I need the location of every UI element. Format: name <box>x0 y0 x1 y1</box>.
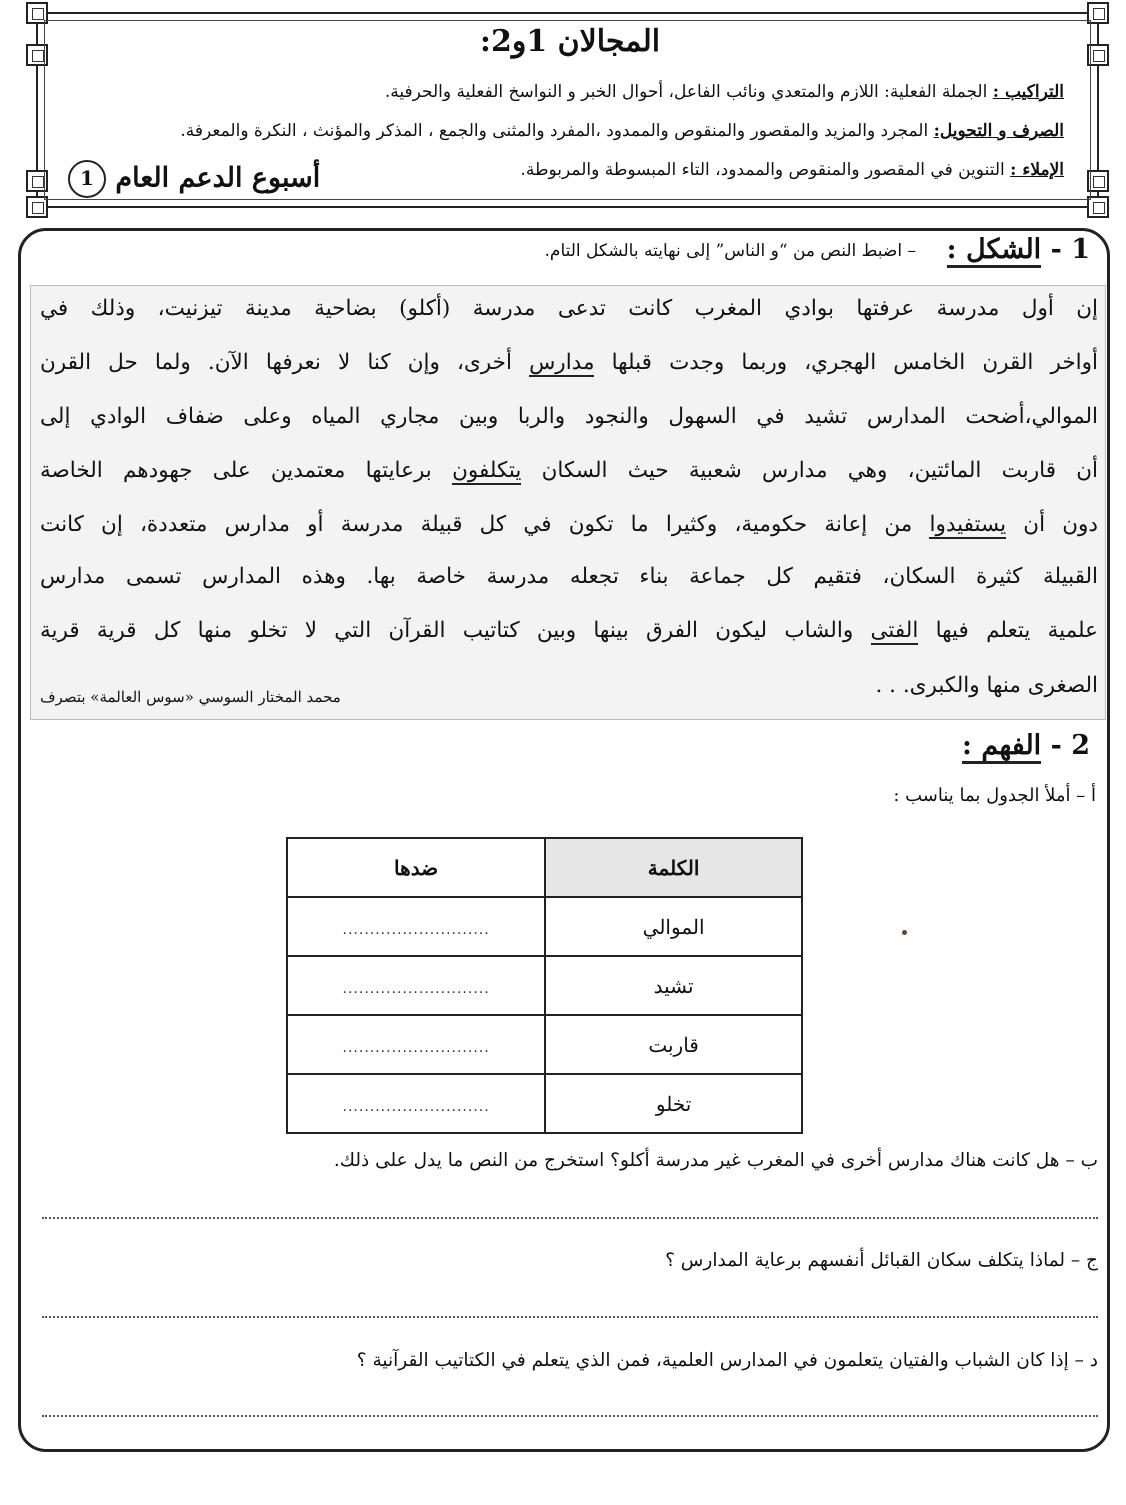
table-header-row <box>287 838 802 897</box>
underlined-word: يستفيدوا <box>929 512 1007 537</box>
frame-side-ornament <box>26 170 48 192</box>
text-line-7: علمية يتعلم فيها الفتى والشاب ليكون الفرق بينها وبين كتاتيب القرآن التي لا تخلو منها كل قرية قرية <box>40 618 1099 643</box>
table-cell-word: تخلو <box>545 1074 802 1133</box>
section1-number: 1 - <box>1041 234 1090 265</box>
frame-side-ornament <box>1087 170 1109 192</box>
text-source: محمد المختار السوسي «سوس العالمة» بتصرف <box>40 688 341 706</box>
section2-number: 2 - <box>1041 730 1090 761</box>
table-row <box>287 1015 802 1074</box>
question-c: ج – لماذا يتكلف سكان القبائل أنفسهم برعاية المدارس ؟ <box>665 1250 1098 1271</box>
morphology-text: المجرد والمزيد والمقصور والمنقوص والممدود ،المفرد والمثنى والجمع ، المذكر والمؤنث ، النكرة والمعرفة. <box>180 121 934 141</box>
antonym-table <box>286 837 803 1134</box>
syntax-text: الجملة الفعلية: اللازم والمتعدي ونائب الفاعل، أحوال الخبر و النواسخ الفعلية والحرفية. <box>384 82 993 102</box>
text-line-4: أن قاربت المائتين، وهي مدارس شعبية حيث السكان يتكلفون برعايتها معتمدين على جهودهم الخاصة <box>40 458 1098 483</box>
syntax-label: التراكيب : <box>992 82 1064 102</box>
frame-corner-ornament <box>26 196 48 218</box>
dictation-line <box>520 160 1064 180</box>
text-line-8: الصغرى منها والكبرى. . . <box>875 673 1098 698</box>
answer-line-c[interactable] <box>42 1316 1098 1318</box>
section1-heading: الشكل : <box>947 234 1042 268</box>
table-row <box>287 897 802 956</box>
morphology-line <box>180 121 1064 141</box>
answer-line-b[interactable] <box>42 1217 1098 1219</box>
table-cell-answer[interactable]: ........................... <box>287 1015 545 1074</box>
frame-corner-ornament <box>26 2 48 24</box>
table-cell-answer[interactable]: ........................... <box>287 897 545 956</box>
morphology-label: الصرف و التحويل: <box>933 121 1064 141</box>
section2-heading: الفهم : <box>962 730 1041 764</box>
dictation-label: الإملاء : <box>1010 160 1064 180</box>
underlined-word: مدارس <box>529 350 595 375</box>
text-line-6: القبيلة كثيرة السكان، فتقيم كل جماعة بناء تجعله مدرسة خاصة بها. وهذه المدارس تسمى مدارس <box>40 564 1098 589</box>
question-b: ب – هل كانت هناك مدارس أخرى في المغرب غير مدرسة أكلو؟ استخرج من النص ما يدل على ذلك. <box>333 1150 1098 1171</box>
frame-corner-ornament <box>1087 2 1109 24</box>
underlined-word: الفتى <box>870 618 919 643</box>
syntax-line <box>385 82 1064 102</box>
table-row <box>287 956 802 1015</box>
question-d: د – إذا كان الشباب والفتيان يتعلمون في المدارس العلمية، فمن الذي يتعلم في الكتاتيب القرآنية ؟ <box>356 1350 1098 1371</box>
week-label: أسبوع الدعم العام <box>115 162 321 194</box>
underlined-word: يتكلفون <box>452 458 522 483</box>
table-row <box>287 1074 802 1133</box>
frame-side-ornament <box>26 44 48 66</box>
table-header-antonym: ضدها <box>287 838 545 897</box>
section1-title <box>947 234 1090 265</box>
section2-title <box>962 730 1090 761</box>
domain-title: المجالان 1و2: <box>479 24 661 59</box>
stray-dot <box>902 930 907 935</box>
table-cell-answer[interactable]: ........................... <box>287 1074 545 1133</box>
table-header-word: الكلمة <box>545 838 802 897</box>
text-line-3: الموالي،أضحت المدارس تشيد في السهول والنجود والربا وبين مجاري المياه وعلى ضفاف الوادي إلى <box>40 404 1098 429</box>
table-cell-word: تشيد <box>545 956 802 1015</box>
table-cell-word: الموالي <box>545 897 802 956</box>
frame-corner-ornament <box>1087 196 1109 218</box>
week-badge <box>62 160 320 198</box>
answer-line-d[interactable] <box>42 1415 1098 1417</box>
frame-side-ornament <box>1087 44 1109 66</box>
text-line-5: دون أن يستفيدوا من إعانة حكومية، وكثيرا ما تكون في كل قبيلة مدرسة أو مدارس متعددة، إن كانت <box>40 512 1098 537</box>
dictation-text: التنوين في المقصور والمنقوص والممدود، التاء المبسوطة والمربوطة. <box>520 160 1011 180</box>
table-cell-answer[interactable]: ........................... <box>287 956 545 1015</box>
text-line-1: إن أول مدرسة عرفتها بوادي المغرب كانت تدعى مدرسة (أكلو) بضاحية مدينة تيزنيت، وذلك في <box>40 296 1098 321</box>
text-line-2: أواخر القرن الخامس الهجري، وربما وجدت قبلها مدارس أخرى، وإن كنا لا نعرفها الآن. ولما حل القرن <box>40 350 1098 375</box>
week-number: 1 <box>68 160 106 198</box>
section1-instruction: – اضبط النص من “و الناس” إلى نهايته بالشكل التام. <box>544 241 916 261</box>
table-cell-word: قاربت <box>545 1015 802 1074</box>
question-a: أ – أملأ الجدول بما يناسب : <box>893 785 1096 806</box>
